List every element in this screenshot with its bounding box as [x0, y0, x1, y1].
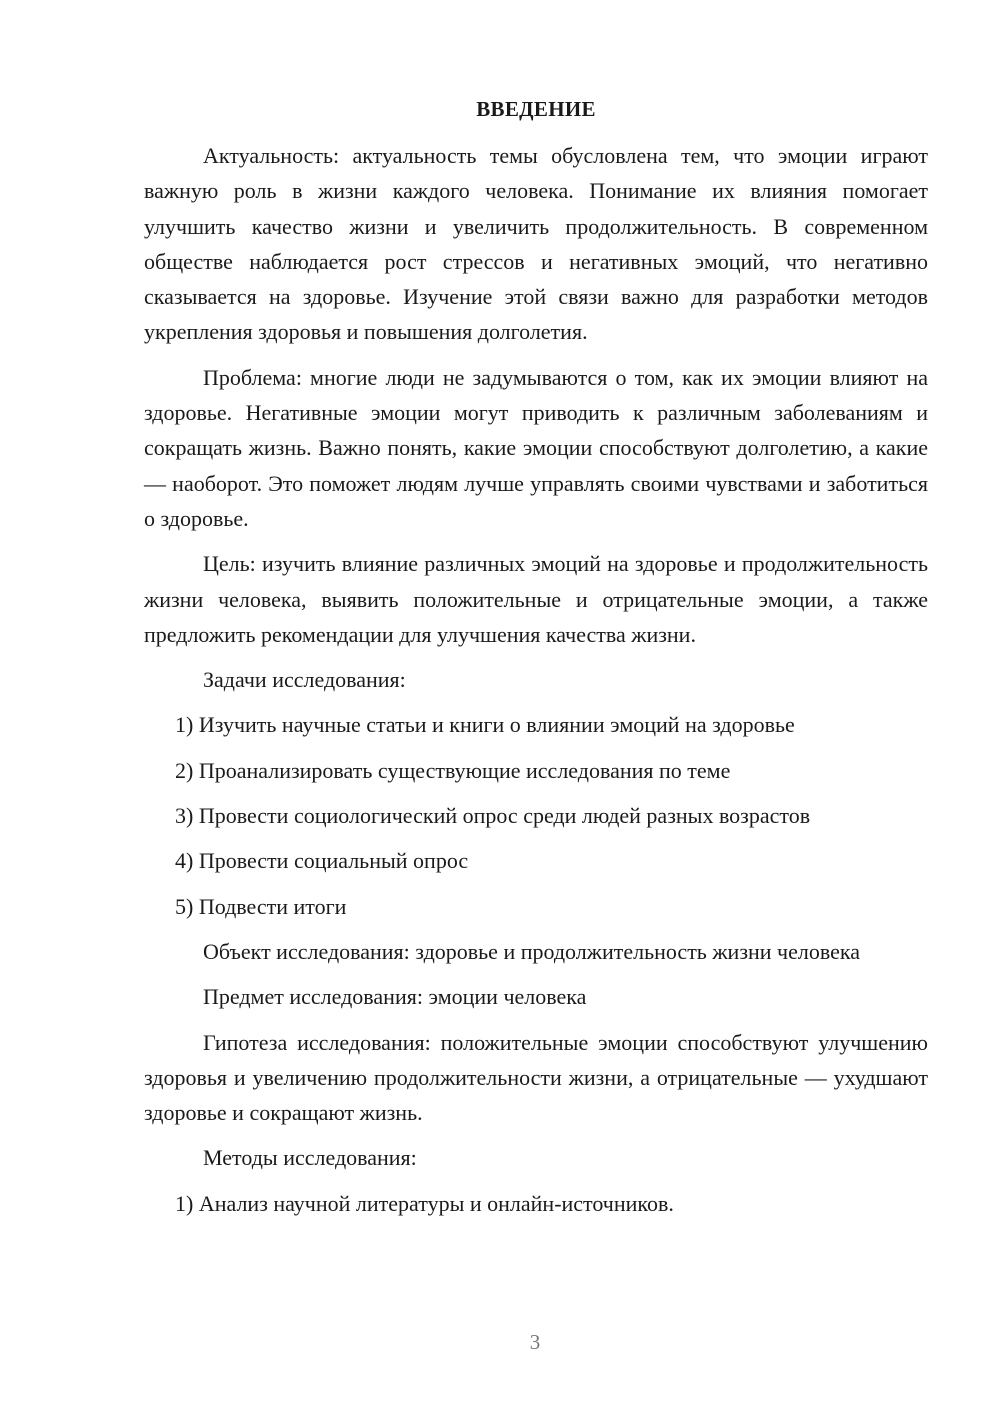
problem-paragraph: Проблема: многие люди не задумываются о том, как их эмоции влияют на здоровье. Негативные эмоции могут приводить к различным заболеваниям и сокращать жизнь. Важно понять, какие эмоции способствуют долголетию, а какие — наоборот. Это поможет людям лучше управлять своими чувствами и заботиться о здоровье. — [144, 364, 928, 531]
document-page — [144, 92, 928, 1231]
list-item: 2) Проанализировать существующие исследования по теме — [175, 757, 731, 783]
list-item: 1) Изучить научные статьи и книги о влиянии эмоций на здоровье — [175, 712, 795, 738]
hypothesis-paragraph: Гипотеза исследования: положительные эмоции способствуют улучшению здоровья и увеличению продолжительности жизни, а отрицательные — ухудшают здоровье и сокращают жизнь. — [144, 1029, 928, 1126]
list-item: 3) Провести социологический опрос среди людей разных возрастов — [175, 803, 811, 829]
tasks-list — [144, 707, 928, 923]
page-number: 3 — [529, 1330, 541, 1354]
list-item: 4) Провести социальный опрос — [175, 848, 469, 874]
subject-paragraph: Предмет исследования: эмоции человека — [203, 984, 587, 1010]
goal-paragraph: Цель: изучить влияние различных эмоций на здоровье и продолжительность жизни человека, выявить положительные и отрицательные эмоции, а также предложить рекомендации для улучшения качества жизни. — [144, 551, 928, 647]
object-paragraph: Объект исследования: здоровье и продолжительность жизни человека — [203, 938, 861, 964]
methods-heading: Методы исследования: — [203, 1145, 417, 1171]
tasks-heading: Задачи исследования: — [203, 667, 406, 693]
section-title: ВВЕДЕНИЕ — [476, 97, 596, 121]
list-item: 5) Подвести итоги — [175, 893, 347, 919]
methods-list — [144, 1186, 928, 1221]
relevance-paragraph: Актуальность: актуальность темы обусловлена тем, что эмоции играют важную роль в жизни каждого человека. Понимание их влияния помогает улучшить качество жизни и увеличить продолжительность. В современном обществе наблюдается рост стрессов и негативных эмоций, что негативно сказывается на здоровье. Изучение этой связи важно для разработки методов укрепления здоровья и повышения долголетия. — [144, 143, 928, 345]
list-item: 1) Анализ научной литературы и онлайн-источников. — [175, 1190, 674, 1216]
